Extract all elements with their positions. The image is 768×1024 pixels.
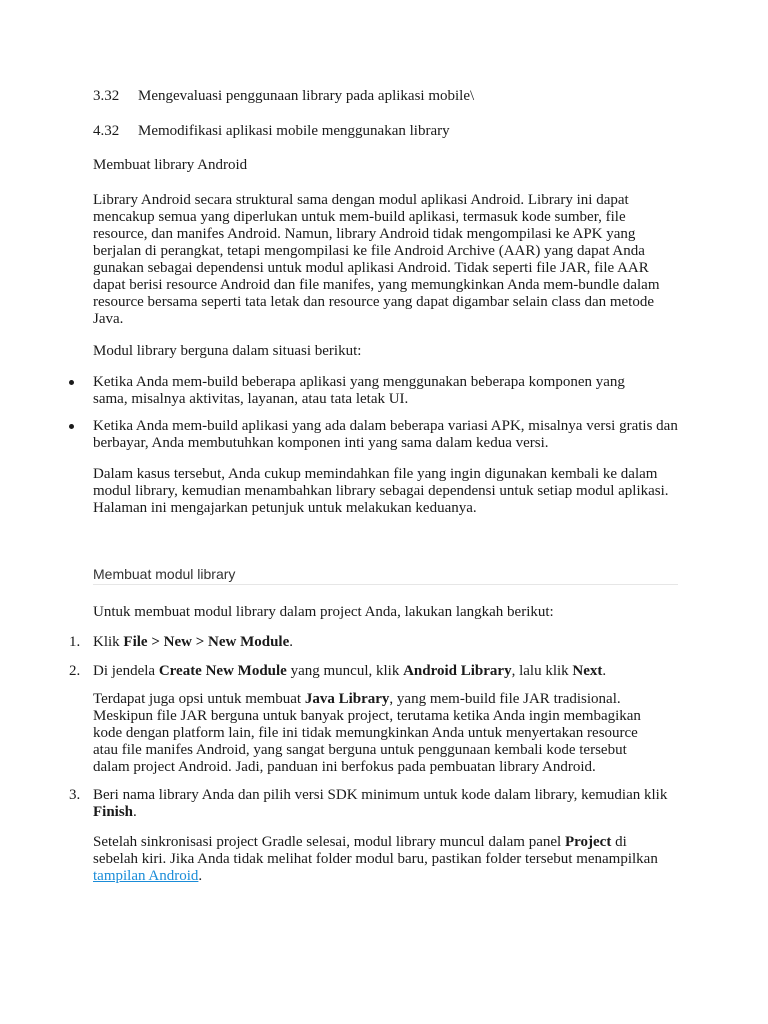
step-bold-text: Create New Module [158, 663, 287, 679]
step-text: Beri nama library Anda dan pilih versi SDK minimum untuk kode dalam library, kemudian klik [93, 787, 668, 803]
steps-intro: Untuk membuat modul library dalam project Anda, lakukan langkah berikut: [93, 604, 554, 620]
step-item-3 [69, 787, 668, 821]
list-item [93, 374, 658, 408]
note-text: , yang mem-build file JAR tradisional. Meskipun file JAR berguna untuk banyak project, terutama ketika Anda ingin membagikan kode dengan platform lain, file ini tidak memungkinkan Anda untuk menyertakan resource atau file manifes Android, yang sangat berguna untuk penggunaan kembali kode tersebut dalam project Android. Jadi, panduan ini berfokus pada pembuatan library Android. [93, 691, 641, 775]
list-item [93, 418, 678, 452]
bullet-text: Ketika Anda mem-build aplikasi yang ada dalam beberapa variasi APK, misalnya versi gratis dan berbayar, Anda membutuhkan komponen inti yang sama dalam kedua versi. [93, 418, 678, 451]
heading-3-32 [93, 88, 683, 105]
heading-text: Mengevaluasi penggunaan library pada aplikasi mobile\ [138, 88, 475, 104]
heading-number: 4.32 [93, 123, 120, 139]
after-sync-paragraph [93, 834, 658, 885]
step-bold-text: Next [572, 663, 603, 679]
after-text: di sebelah kiri. Jika Anda tidak melihat folder modul baru, pastikan folder tersebut menampilkan [93, 834, 658, 867]
java-library-note [93, 691, 653, 776]
after-bold-text: Project [564, 834, 612, 850]
closing-paragraph: Dalam kasus tersebut, Anda cukup memindahkan file yang ingin digunakan kembali ke dalam modul library, kemudian menambahkan library sebagai dependensi untuk setiap modul aplikasi. Halaman ini mengajarkan petunjuk untuk melakukan keduanya. [93, 466, 669, 516]
step-text: Klik [93, 634, 124, 650]
step-text: . [133, 804, 137, 820]
step-bold-text: Finish [93, 804, 134, 820]
note-text: Terdapat juga opsi untuk membuat [93, 691, 305, 707]
after-text: Setelah sinkronisasi project Gradle selesai, modul library muncul dalam panel [93, 834, 565, 850]
step-text: . [602, 663, 607, 679]
heading-number: 3.32 [93, 88, 120, 104]
step-item-2 [69, 663, 683, 680]
section-title-membuat-modul-library: Membuat modul library [93, 566, 236, 582]
step-marker: 2. [69, 663, 81, 679]
section-divider [93, 584, 678, 585]
heading-4-32 [93, 123, 683, 140]
tampilan-android-link[interactable]: tampilan Android [93, 868, 199, 884]
section-title-membuat-library-android: Membuat library Android [93, 157, 248, 173]
bullets-intro: Modul library berguna dalam situasi berikut: [93, 343, 362, 359]
step-marker: 1. [69, 634, 81, 650]
step-item-1 [69, 634, 683, 651]
step-text: , lalu klik [511, 663, 573, 679]
step-bold-text: File > New > New Module [123, 634, 290, 650]
note-bold-text: Java Library [304, 691, 390, 707]
step-text: . [289, 634, 293, 650]
bullet-text: Ketika Anda mem-build beberapa aplikasi yang menggunakan beberapa komponen yang sama, misalnya aktivitas, layanan, atau tata letak UI. [93, 374, 625, 407]
bullet-icon [69, 424, 74, 429]
step-bold-text: Android Library [403, 663, 512, 679]
step-text: yang muncul, klik [286, 663, 404, 679]
step-marker: 3. [69, 787, 81, 803]
step-text: Di jendela [93, 663, 159, 679]
section-paragraph: Library Android secara struktural sama dengan modul aplikasi Android. Library ini dapat mencakup semua yang diperlukan untuk mem-build aplikasi, termasuk kode sumber, file resource, dan manifes Android. Namun, library Android tidak mengompilasi ke APK yang berjalan di perangkat, tetapi mengompilasi ke file Android Archive (AAR) yang dapat Anda gunakan sebagai dependensi untuk modul aplikasi Android. Tidak seperti file JAR, file AAR dapat berisi resource Android dan file manifes, yang memungkinkan Anda mem-bundle dalam resource bersama seperti tata letak dan resource yang dapat digambar selain class dan metode Java. [93, 192, 660, 327]
heading-text: Memodifikasi aplikasi mobile menggunakan library [138, 123, 450, 139]
bullet-icon [69, 380, 74, 385]
after-text: . [198, 868, 203, 884]
